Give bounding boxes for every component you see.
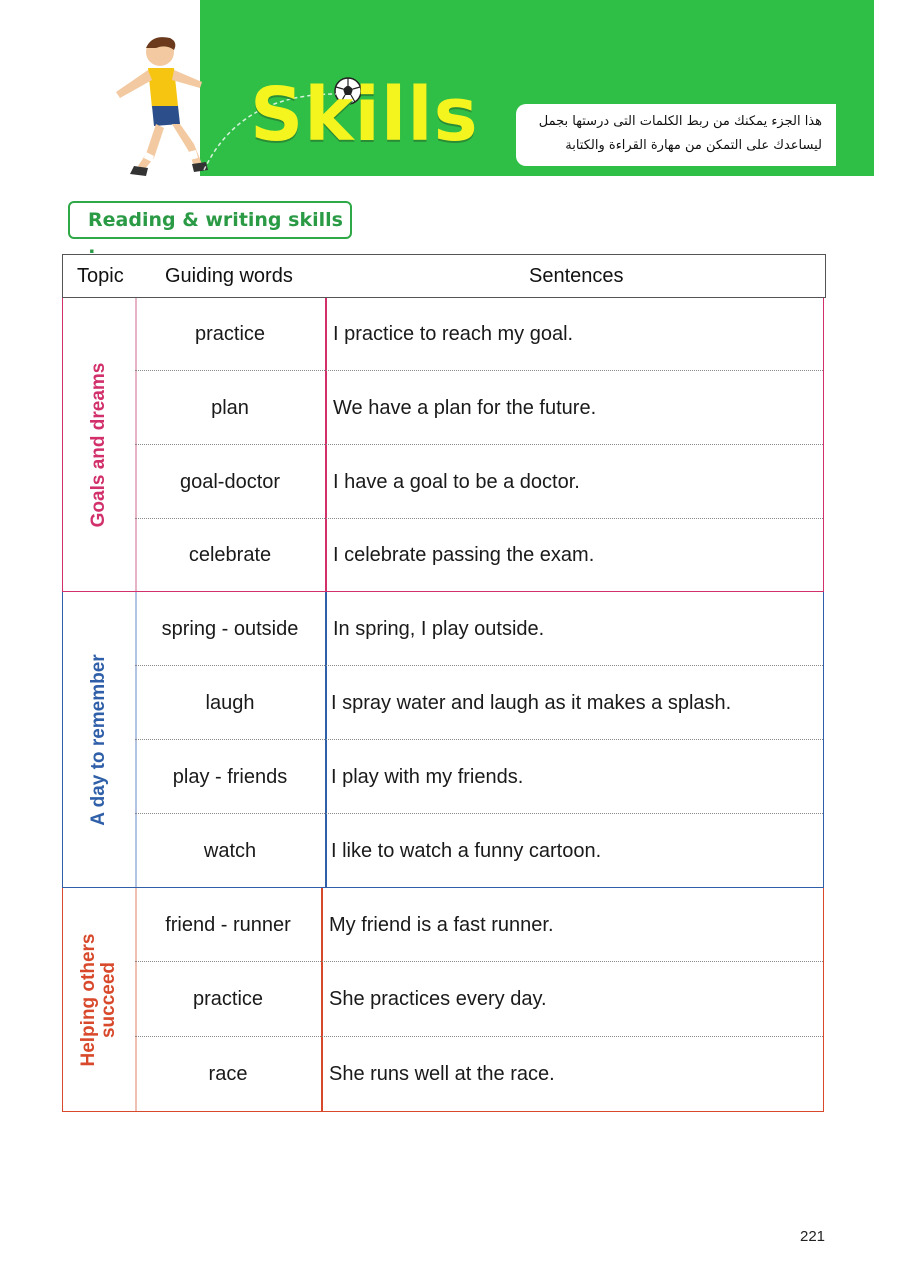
guiding-word: goal-doctor (179, 471, 281, 493)
guiding-word: spring - outside (161, 618, 299, 640)
topic-cell (63, 592, 135, 887)
table-row (135, 371, 823, 445)
sentence: I play with my friends. (331, 766, 524, 788)
page-title: Skills (250, 72, 479, 158)
arabic-intro-text (516, 104, 836, 166)
table-row (135, 519, 823, 592)
topic-label (79, 933, 119, 1066)
skills-table (62, 254, 826, 1114)
topic-group-goals (62, 298, 824, 592)
sentence: I spray water and laugh as it makes a splash. (331, 692, 732, 714)
guiding-word: watch (203, 840, 257, 862)
header-guiding-words: Guiding words (165, 265, 293, 287)
topic-cell (63, 298, 135, 591)
guiding-word: practice (192, 988, 264, 1010)
sentence: I have a goal to be a doctor. (333, 471, 580, 493)
table-row (135, 666, 823, 740)
sentence: She runs well at the race. (329, 1063, 555, 1085)
guiding-word: celebrate (188, 544, 272, 566)
sentence: We have a plan for the future. (333, 397, 597, 419)
header-topic: Topic (77, 265, 124, 287)
section-label: Reading & writing skills (68, 201, 352, 239)
topic-label: A day to remember (88, 653, 109, 826)
guiding-word: play - friends (172, 766, 288, 788)
guiding-word: laugh (205, 692, 255, 714)
table-row (135, 814, 823, 888)
sentence: She practices every day. (329, 988, 547, 1010)
table-row (135, 888, 823, 962)
arabic-line-2: ليساعدك على التمكن من مهارة القراءة والكتابة (565, 138, 822, 153)
guiding-word: practice (194, 323, 266, 345)
topic-group-helping (62, 888, 824, 1112)
page-number: 221 (800, 1228, 826, 1245)
sentence: I practice to reach my goal. (333, 323, 574, 345)
guiding-word: plan (211, 397, 249, 419)
table-row (135, 298, 823, 371)
sentence: My friend is a fast runner. (329, 914, 554, 936)
guiding-word: friend - runner (165, 914, 291, 936)
sentence: I celebrate passing the exam. (333, 544, 595, 566)
table-row (135, 592, 823, 666)
table-row (135, 1037, 823, 1112)
topic-cell (63, 888, 135, 1111)
table-row (135, 445, 823, 519)
arabic-line-1: هذا الجزء يمكنك من ربط الكلمات التى درستها بجمل (538, 114, 822, 129)
header-sentences: Sentences (529, 265, 624, 287)
topic-group-day (62, 592, 824, 888)
topic-label-line-2: succeed (98, 961, 119, 1038)
topic-label-line-1: Helping others (78, 932, 99, 1067)
guiding-word: race (208, 1063, 248, 1085)
sentence: In spring, I play outside. (333, 618, 545, 640)
topic-label: Goals and dreams (88, 362, 109, 527)
table-row (135, 740, 823, 814)
table-header-row (62, 254, 826, 298)
table-row (135, 962, 823, 1037)
sentence: I like to watch a funny cartoon. (331, 840, 602, 862)
